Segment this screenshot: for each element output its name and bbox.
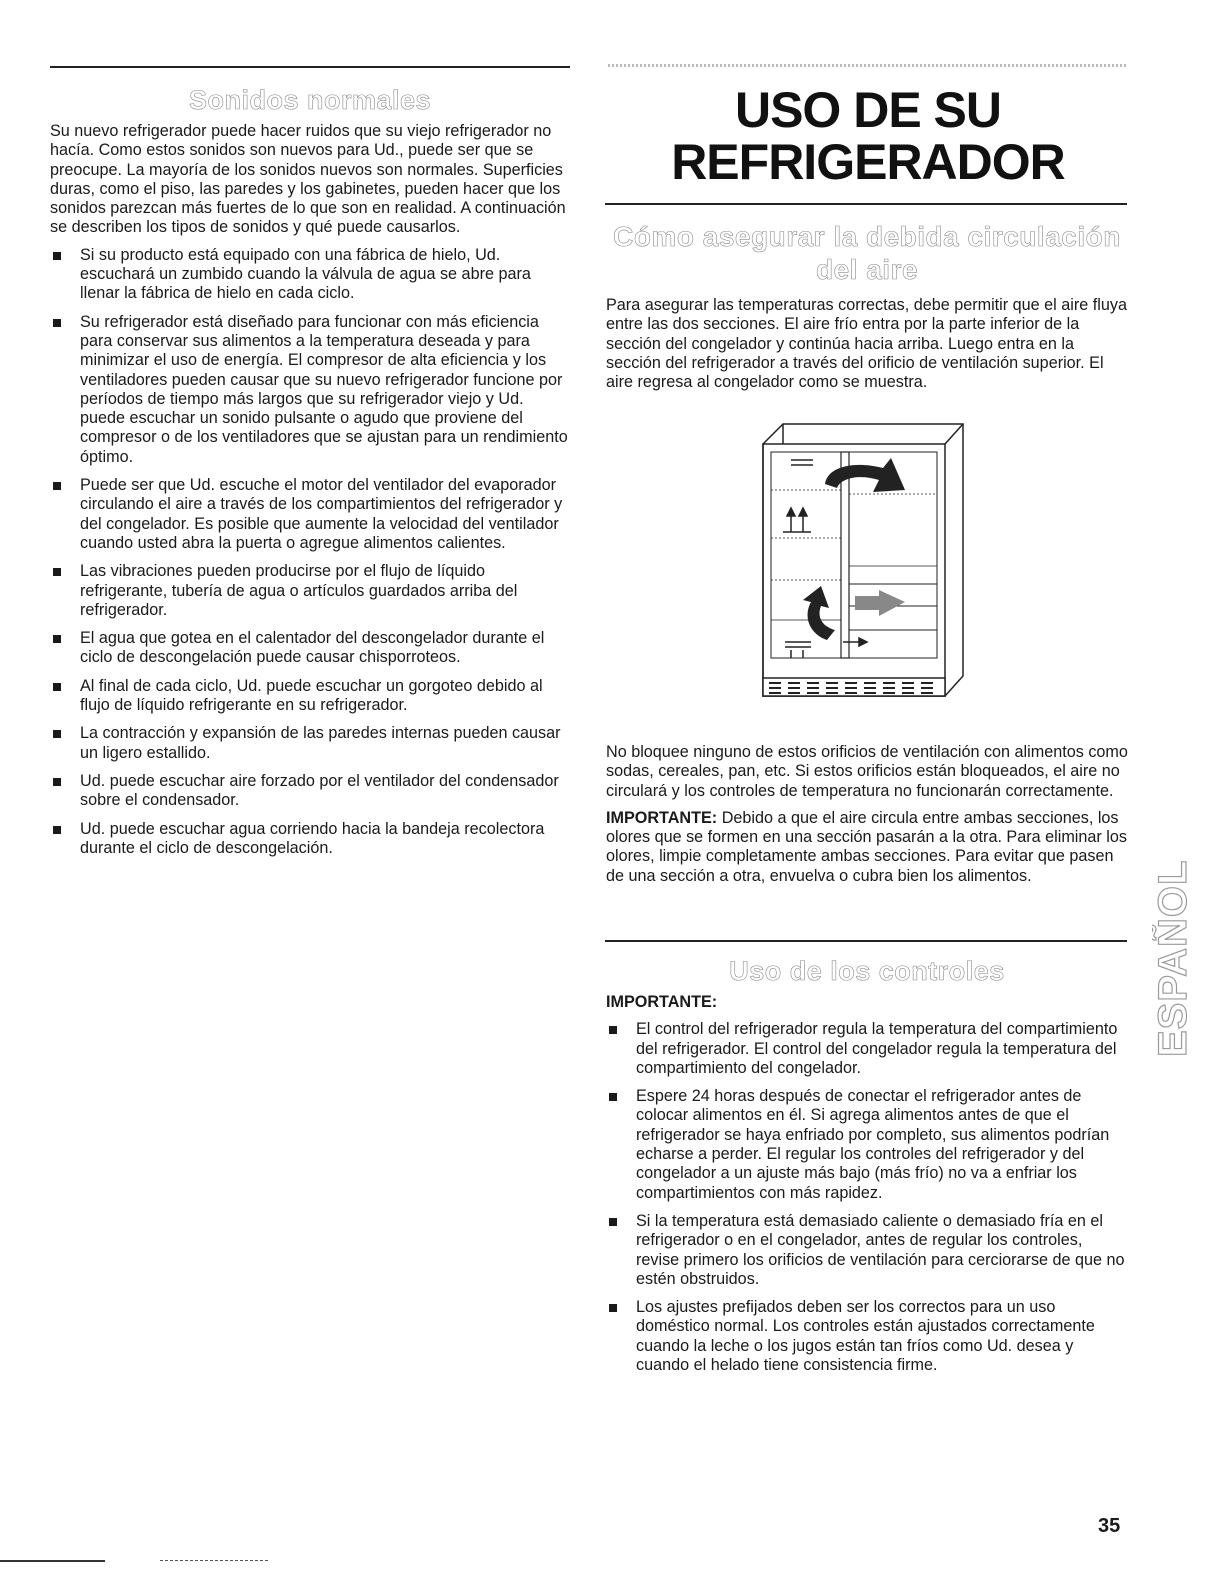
list-item: Si su producto está equipado con una fábrica de hielo, Ud. escuchará un zumbido cuando la válvula de agua se abre para llenar la fábrica de hielo en cada ciclo. [50, 246, 570, 304]
bullet-square-icon [53, 568, 61, 576]
bullet-square-icon [53, 826, 61, 834]
circulation-heading-line-1: Cómo asegurar la debida circulación [613, 221, 1121, 252]
bullet-square-icon [609, 1304, 617, 1312]
sonidos-normales-heading: Sonidos normales [188, 85, 432, 115]
footer-mark-mid [160, 1560, 270, 1561]
left-top-rule [50, 66, 570, 68]
list-item: Si la temperatura está demasiado caliente o demasiado fría en el refrigerador o en el congelador, antes de regular los controles, revise primero los orificios de ventilación para cerciorarse de que no estén obstruidos. [606, 1212, 1128, 1289]
sonidos-bullet-list [50, 246, 570, 858]
language-tab-label [1152, 812, 1196, 1062]
list-item: Al final de cada ciclo, Ud. puede escuchar un gorgoteo debido al flujo de líquido refrigerante en su refrigerador. [50, 677, 570, 716]
bullet-square-icon [53, 319, 61, 327]
bullet-square-icon [53, 683, 61, 691]
vents-section [606, 743, 1128, 892]
title-underline-rule [605, 203, 1127, 205]
bullet-square-icon [53, 730, 61, 738]
language-side-tab [1152, 812, 1196, 1062]
controls-section [606, 955, 1128, 1384]
list-item: La contracción y expansión de las paredes internas pueden causar un ligero estallido. [50, 724, 570, 763]
important-label: IMPORTANTE: [606, 808, 718, 827]
page-title-line-1: USO DE SU [734, 82, 1002, 138]
controls-heading: Uso de los controles [729, 956, 1005, 986]
list-item: El agua que gotea en el calentador del descongelador durante el ciclo de descongelación puede causar chisporroteos. [50, 629, 570, 668]
list-item: El control del refrigerador regula la temperatura del compartimiento del refrigerador. El control del congelador regula la temperatura del compartimiento del congelador. [606, 1020, 1128, 1078]
odors-important-note [606, 809, 1128, 886]
bullet-square-icon [609, 1093, 617, 1101]
list-item: Ud. puede escuchar aire forzado por el ventilador del condensador sobre el condensador. [50, 772, 570, 811]
controls-bullet-list [606, 1020, 1128, 1375]
right-top-dotted-rule [608, 64, 1128, 67]
footer-mark-left [0, 1560, 105, 1562]
list-item: Las vibraciones pueden producirse por el flujo de líquido refrigerante, tubería de agua o artículos guardados arriba del refrigerador. [50, 562, 570, 620]
bullet-square-icon [53, 482, 61, 490]
language-tab-text: ESPAÑOL [1152, 859, 1195, 1057]
circulation-heading [606, 220, 1128, 286]
left-column [50, 84, 570, 867]
list-item: Los ajustes prefijados deben ser los correctos para un uso doméstico normal. Los controles están ajustados correctamente cuando la leche o los jugos están tan fríos como Ud. desea y cuando el helado tiene consistencia firme. [606, 1298, 1128, 1375]
page-title [608, 84, 1128, 188]
refrigerator-airflow-diagram [755, 420, 967, 710]
vents-warning-text: No bloquee ninguno de estos orificios de ventilación con alimentos como sodas, cereales, pan, etc. Si estos orificios están bloqueados, el aire no circulará y los controles de temperatura no funcionarán correctamente. [606, 743, 1128, 800]
important-text: Debido a que el aire circula entre ambas secciones, los olores que se formen en una sección pasarán a la otra. Para eliminar los olores, limpie completamente ambas secciones. Para evitar que pasen de una sección a otra, envuelva o cubra bien los alimentos. [606, 808, 1127, 885]
page-number: 35 [1098, 1515, 1121, 1537]
list-item: Espere 24 horas después de conectar el refrigerador antes de colocar alimentos en él. Si agrega alimentos antes de que el refrigerador se haya enfriado por completo, sus alimentos podrían echarse a perder. El regular los controles del refrigerador y del congelador a un ajuste más bajo (más frío) no va a enfriar los compartimientos con más rapidez. [606, 1087, 1128, 1203]
list-item: Ud. puede escuchar agua corriendo hacia la bandeja recolectora durante el ciclo de descongelación. [50, 820, 570, 859]
bullet-square-icon [609, 1218, 617, 1226]
bullet-square-icon [609, 1026, 617, 1034]
circulation-section [606, 220, 1128, 398]
controls-top-rule [605, 940, 1127, 942]
controls-important-label: IMPORTANTE: [606, 993, 718, 1011]
circulation-heading-line-2: del aire [815, 254, 919, 285]
sonidos-intro: Su nuevo refrigerador puede hacer ruidos que su viejo refrigerador no hacía. Como estos sonidos son nuevos para Ud., puede ser que se preocupe. La mayoría de los sonidos nuevos son normales. Superficies duras, como el piso, las paredes y los gabinetes, pueden hacer que los sonidos parezcan más fuertes de lo que son en realidad. A continuación se describen los tipos de sonidos y qué puede causarlos. [50, 122, 566, 237]
page-title-line-2: REFRIGERADOR [671, 134, 1065, 190]
circulation-text: Para asegurar las temperaturas correctas, debe permitir que el aire fluya entre las dos secciones. El aire frío entra por la parte inferior de la sección del congelador y continúa hacia arriba. Luego entra en la sección del refrigerador a través del orificio de ventilación superior. El aire regresa al congelador como se muestra. [606, 296, 1127, 392]
list-item: Su refrigerador está diseñado para funcionar con más eficiencia para conservar sus alimentos a la temperatura deseada y para minimizar el uso de energía. El compresor de alta eficiencia y los ventiladores pueden causar que su nuevo refrigerador funcione por períodos de tiempo más largos que su refrigerador viejo y Ud. puede escuchar un sonido pulsante o agudo que proviene del compresor o de los ventiladores que se ajustan para un rendimiento óptimo. [50, 313, 570, 467]
bullet-square-icon [53, 252, 61, 260]
bullet-square-icon [53, 778, 61, 786]
bullet-square-icon [53, 635, 61, 643]
list-item: Puede ser que Ud. escuche el motor del ventilador del evaporador circulando el aire a través de los compartimientos del refrigerador y del congelador. Es posible que aumente la velocidad del ventilador cuando usted abra la puerta o agregue alimentos calientes. [50, 476, 570, 553]
